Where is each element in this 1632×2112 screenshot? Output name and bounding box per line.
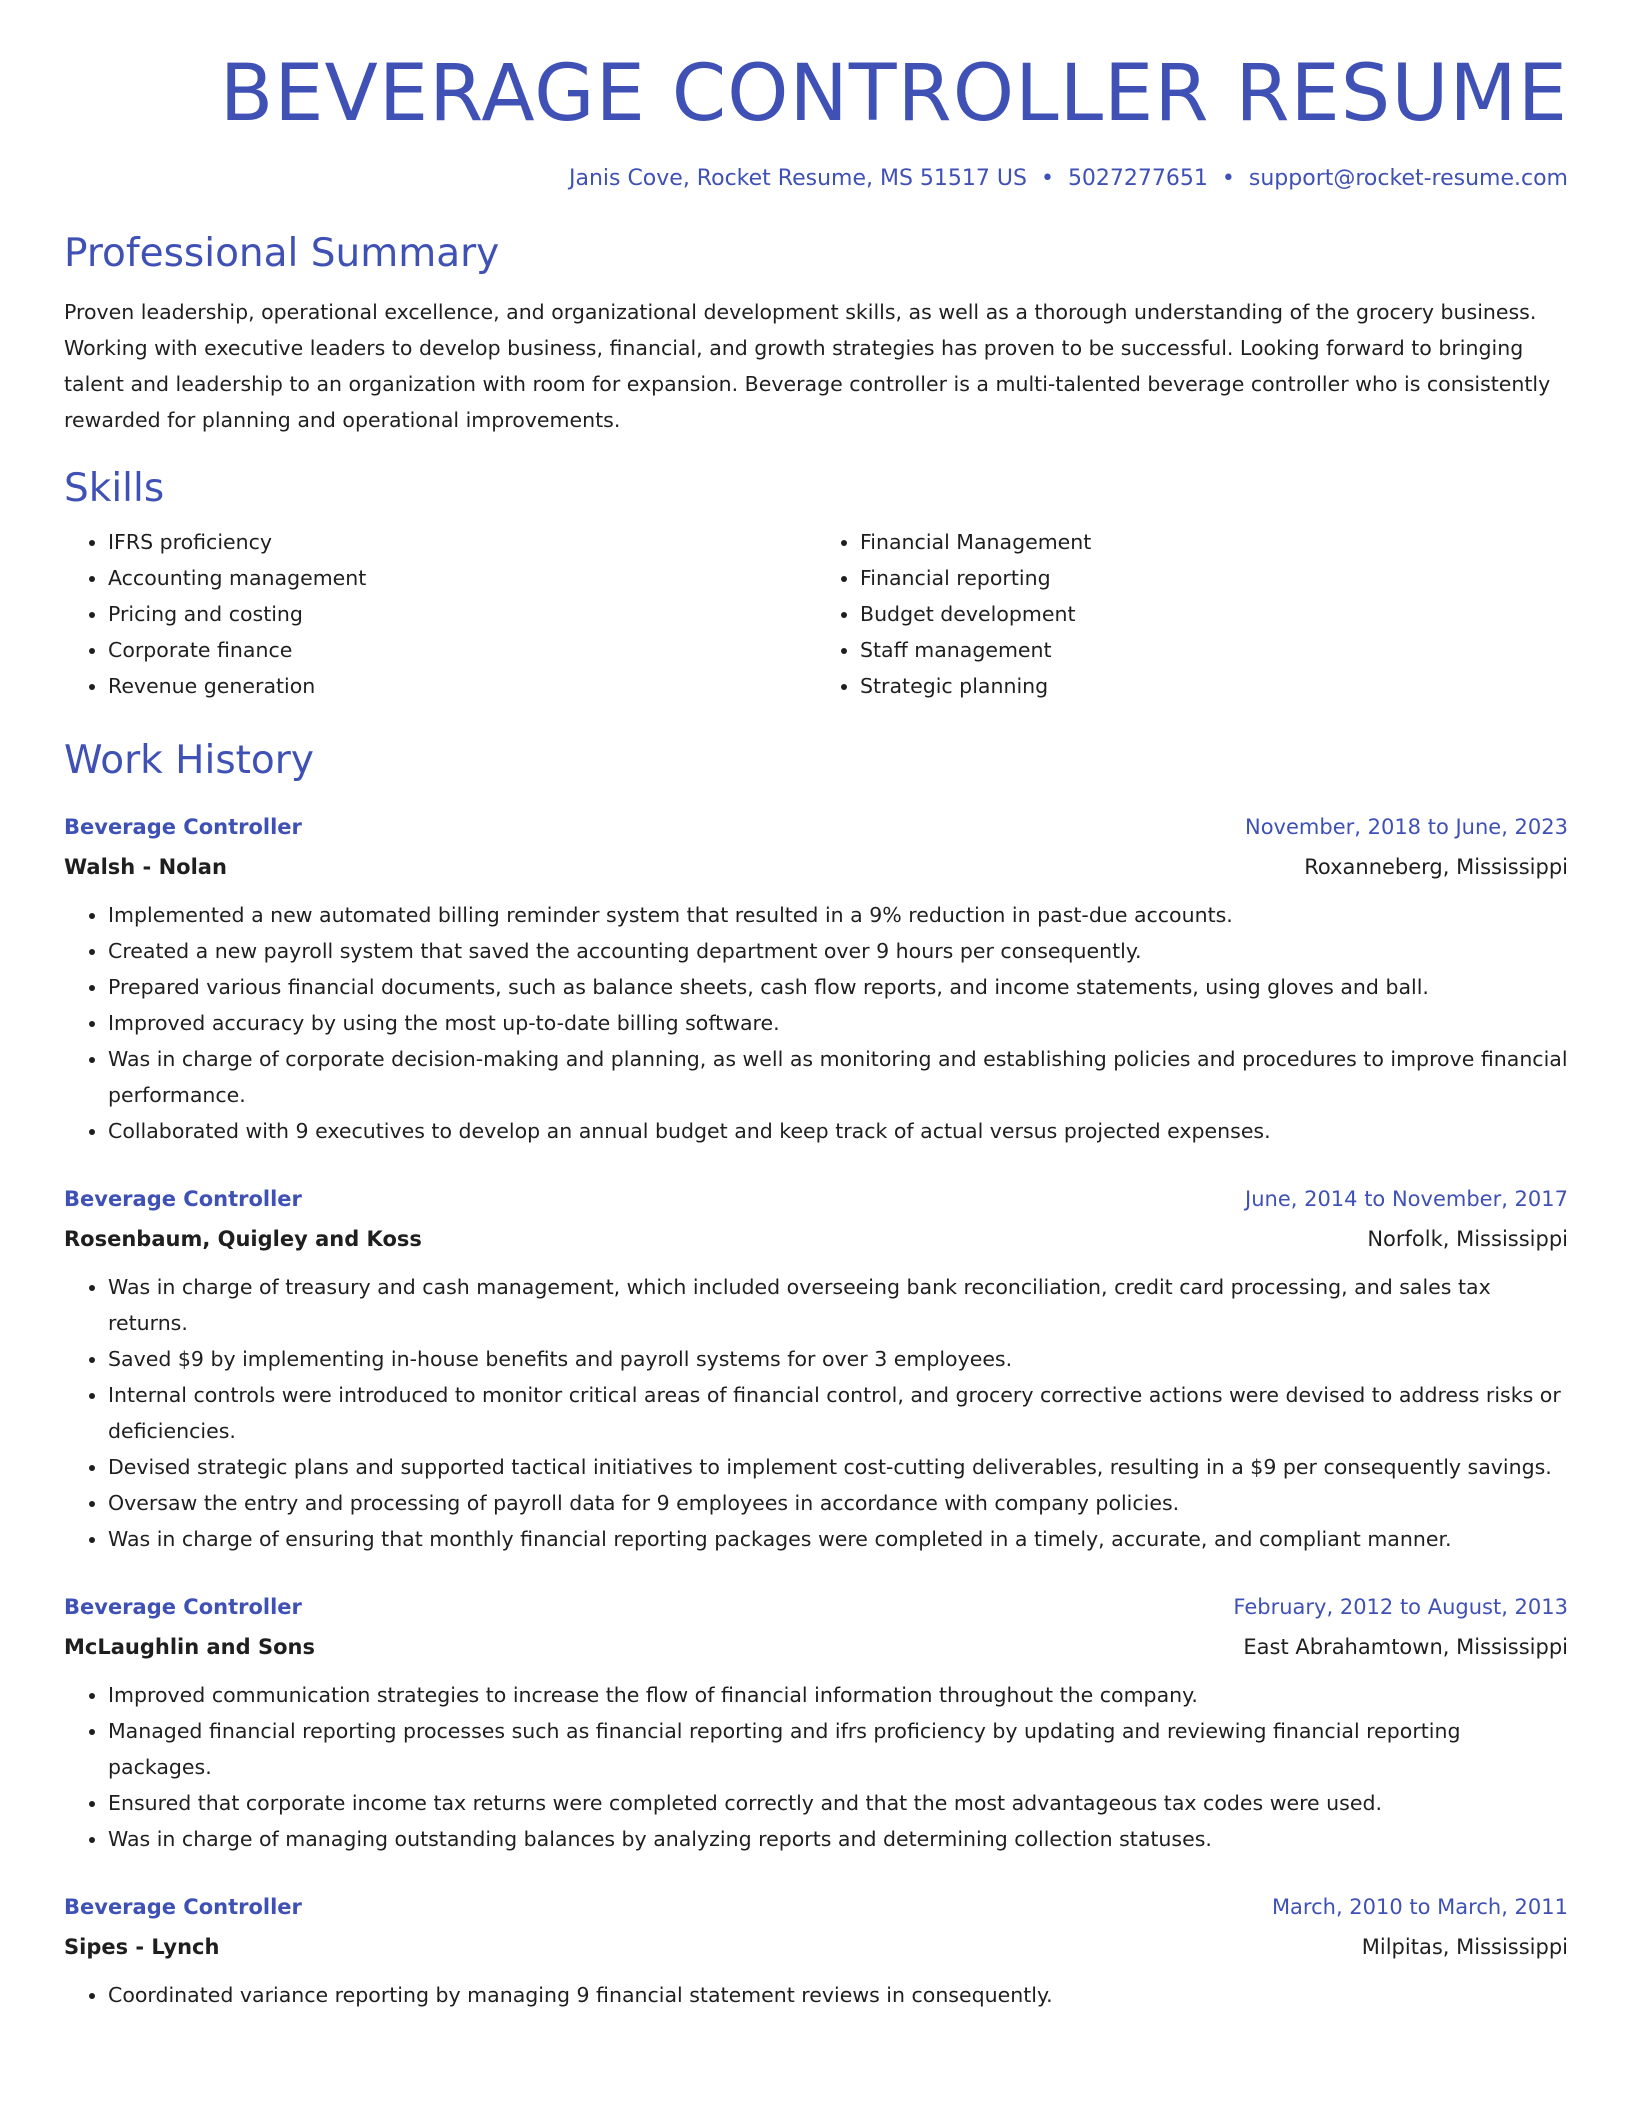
contact-phone: 5027277651	[1067, 165, 1208, 191]
job-bullet: • Ensured that corporate income tax returns were completed correctly and that the most advantageous tax codes were used.	[108, 1785, 1568, 1821]
resume-title: BEVERAGE CONTROLLER RESUME	[219, 49, 1568, 139]
job-title: Beverage Controller	[64, 815, 302, 840]
skill-item: • Accounting management	[108, 560, 816, 596]
job-entry	[64, 1887, 1568, 2013]
job-entry	[64, 1587, 1568, 1857]
job-company: McLaughlin and Sons	[64, 1635, 315, 1660]
skills-column-right	[816, 524, 1568, 704]
skill-item: • Pricing and costing	[108, 596, 816, 632]
skills-heading: Skills	[64, 465, 165, 511]
job-bullet: • Oversaw the entry and processing of payroll data for 9 employees in accordance with company policies.	[108, 1485, 1568, 1521]
skill-item: • Financial reporting	[860, 560, 1568, 596]
resume-page	[64, 0, 1568, 2013]
job-subheader	[64, 847, 1568, 887]
job-title: Beverage Controller	[64, 1595, 302, 1620]
job-bullet: • Was in charge of treasury and cash management, which included overseeing bank reconciliation, credit card processing, and sales tax returns.	[108, 1269, 1568, 1341]
job-company: Walsh - Nolan	[64, 855, 227, 880]
job-dates: February, 2012 to August, 2013	[1233, 1595, 1568, 1620]
job-bullet: • Saved $9 by implementing in-house benefits and payroll systems for over 3 employees.	[108, 1341, 1568, 1377]
job-bullet: • Improved communication strategies to increase the flow of financial information throughout the company.	[108, 1677, 1568, 1713]
job-bullets	[64, 1977, 1568, 2013]
job-bullet: • Was in charge of corporate decision-making and planning, as well as monitoring and establishing policies and procedures to improve financial performance.	[108, 1041, 1568, 1113]
skills-list	[64, 524, 1568, 704]
job-bullet: • Implemented a new automated billing reminder system that resulted in a 9% reduction in past-due accounts.	[108, 897, 1568, 933]
skill-item: • Financial Management	[860, 524, 1568, 560]
job-bullet: • Managed financial reporting processes such as financial reporting and ifrs proficiency by updating and reviewing financial reporting packages.	[108, 1713, 1568, 1785]
job-location: Norfolk, Mississippi	[1367, 1227, 1568, 1252]
job-header	[64, 1587, 1568, 1627]
job-location: Milpitas, Mississippi	[1361, 1935, 1568, 1960]
job-header	[64, 1887, 1568, 1927]
contact-separator: •	[1040, 165, 1054, 191]
job-location: Roxanneberg, Mississippi	[1304, 855, 1568, 880]
job-bullets	[64, 1677, 1568, 1857]
skill-item: • Staff management	[860, 632, 1568, 668]
skill-item: • IFRS proficiency	[108, 524, 816, 560]
job-dates: March, 2010 to March, 2011	[1271, 1895, 1568, 1920]
skills-column-left	[64, 524, 816, 704]
job-bullet: • Was in charge of ensuring that monthly financial reporting packages were completed in a timely, accurate, and compliant manner.	[108, 1521, 1568, 1557]
work-history-heading: Work History	[64, 738, 314, 784]
contact-line	[64, 166, 1568, 191]
job-title: Beverage Controller	[64, 1895, 302, 1920]
skill-item: • Revenue generation	[108, 668, 816, 704]
job-bullet: • Collaborated with 9 executives to develop an annual budget and keep track of actual versus projected expenses.	[108, 1113, 1568, 1149]
summary-heading: Professional Summary	[64, 230, 500, 276]
job-bullet: • Prepared various financial documents, such as balance sheets, cash flow reports, and income statements, using gloves and ball.	[108, 969, 1568, 1005]
job-company: Rosenbaum, Quigley and Koss	[64, 1227, 422, 1252]
skill-item: • Budget development	[860, 596, 1568, 632]
job-bullets	[64, 897, 1568, 1149]
summary-text: Proven leadership, operational excellence, and organizational development skills, as well as a thorough understanding of the grocery business. Working with executive leaders to develop business, financial, and growth strategies has proven to be successful. Looking forward to bringing talent and leadership to an organization with room for expansion. Beverage controller is a multi-talented beverage controller who is consistently rewarded for planning and operational improvements.	[64, 299, 1551, 432]
job-subheader	[64, 1927, 1568, 1967]
job-company: Sipes - Lynch	[64, 1935, 220, 1960]
skill-item: • Corporate finance	[108, 632, 816, 668]
job-dates: June, 2014 to November, 2017	[1245, 1187, 1568, 1212]
contact-email: support@rocket-resume.com	[1248, 165, 1568, 191]
job-bullet: • Created a new payroll system that saved the accounting department over 9 hours per consequently.	[108, 933, 1568, 969]
job-entry	[64, 1179, 1568, 1557]
job-subheader	[64, 1627, 1568, 1667]
job-entry	[64, 807, 1568, 1149]
job-bullets	[64, 1269, 1568, 1557]
contact-separator: •	[1221, 165, 1235, 191]
job-header	[64, 1179, 1568, 1219]
job-bullet: • Internal controls were introduced to monitor critical areas of financial control, and grocery corrective actions were devised to address risks or deficiencies.	[108, 1377, 1568, 1449]
job-location: East Abrahamtown, Mississippi	[1243, 1635, 1568, 1660]
job-bullet: • Coordinated variance reporting by managing 9 financial statement reviews in consequently.	[108, 1977, 1568, 2013]
job-dates: November, 2018 to June, 2023	[1245, 815, 1568, 840]
job-bullet: • Was in charge of managing outstanding balances by analyzing reports and determining collection statuses.	[108, 1821, 1568, 1857]
job-bullet: • Improved accuracy by using the most up-to-date billing software.	[108, 1005, 1568, 1041]
skill-item: • Strategic planning	[860, 668, 1568, 704]
job-subheader	[64, 1219, 1568, 1259]
job-bullet: • Devised strategic plans and supported tactical initiatives to implement cost-cutting deliverables, resulting in a $9 per consequently savings.	[108, 1449, 1568, 1485]
contact-address: Janis Cove, Rocket Resume, MS 51517 US	[568, 165, 1027, 191]
job-title: Beverage Controller	[64, 1187, 302, 1212]
job-header	[64, 807, 1568, 847]
